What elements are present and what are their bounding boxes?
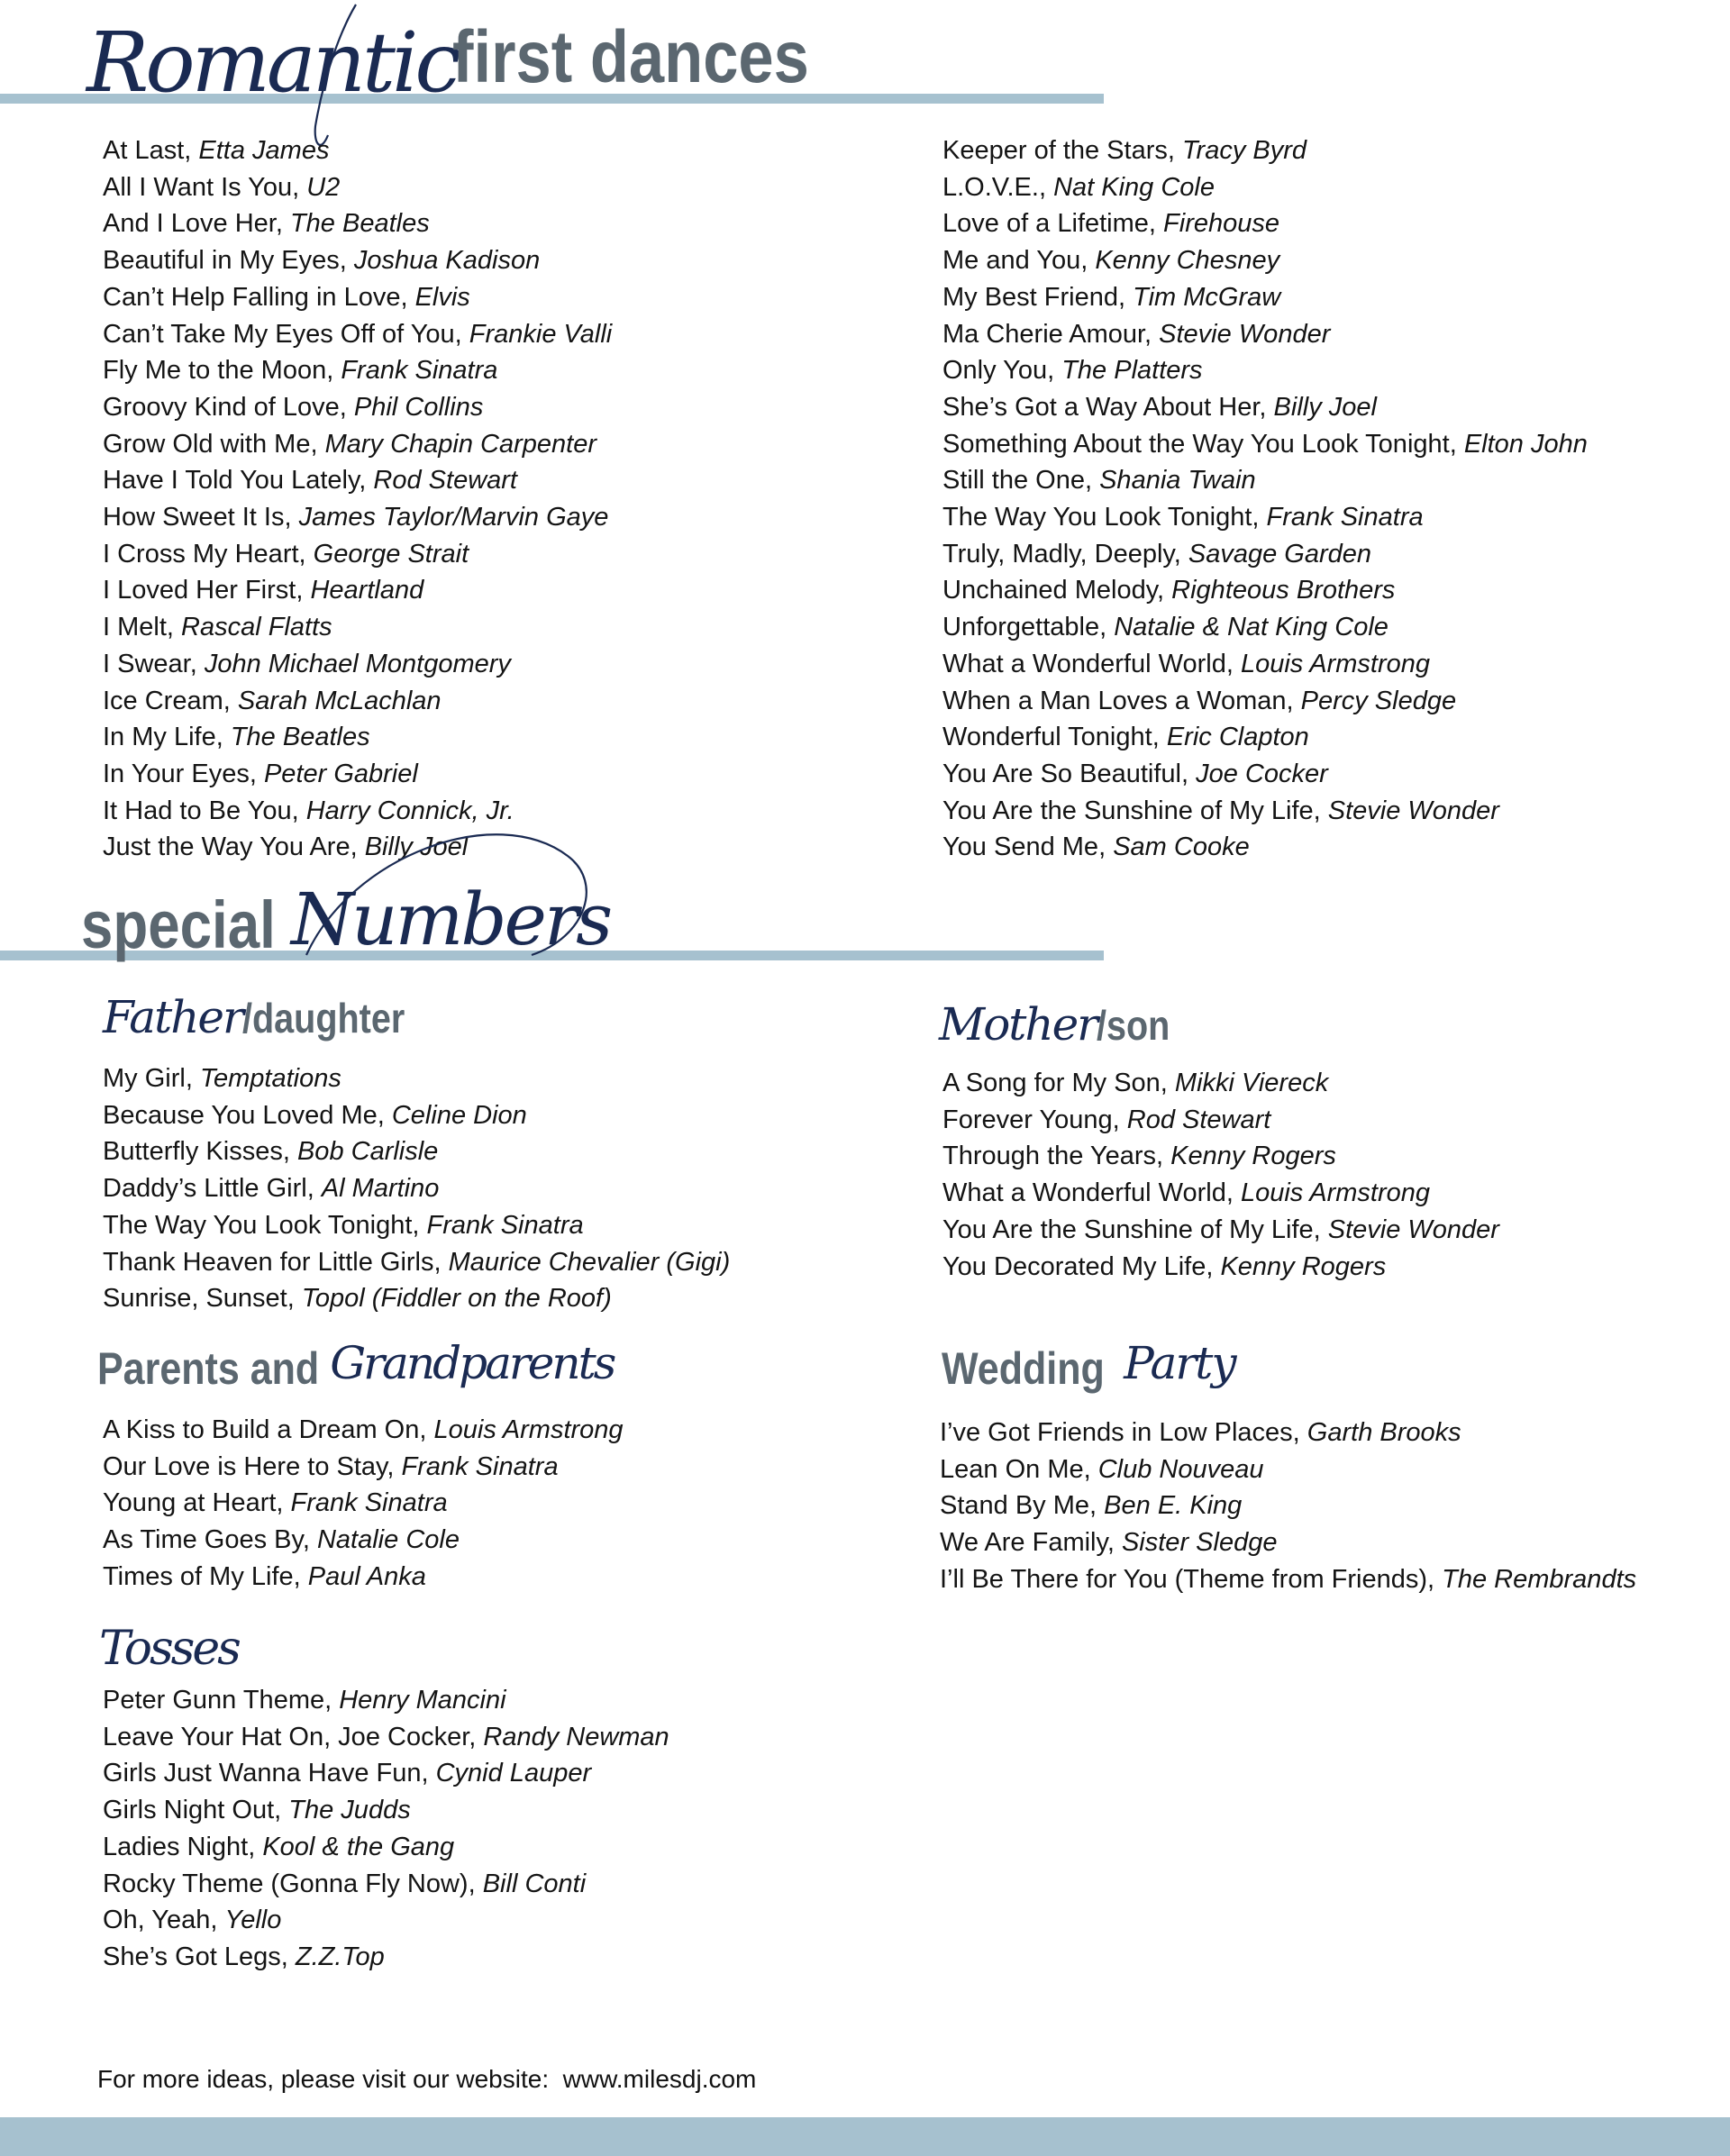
song-artist: Frankie Valli: [469, 319, 613, 349]
romantic-script: Romantic: [86, 14, 458, 111]
song-title: Unchained Melody,: [942, 576, 1172, 605]
song-title: In My Life,: [103, 723, 231, 752]
song-artist: Al Martino: [321, 1174, 440, 1204]
song-item: [942, 829, 1588, 866]
song-item: [103, 462, 612, 499]
song-title: Thank Heaven for Little Girls,: [103, 1247, 449, 1277]
song-artist: Temptations: [199, 1064, 341, 1093]
song-item: [103, 1755, 669, 1792]
father-daughter-heading: [103, 991, 431, 1043]
song-item: [942, 279, 1588, 316]
wedding-title: Wedding: [942, 1343, 1105, 1394]
song-artist: Rascal Flatts: [181, 613, 332, 642]
song-artist: Rod Stewart: [373, 466, 517, 496]
song-title: I Cross My Heart,: [103, 539, 314, 569]
song-item: [103, 1097, 730, 1134]
song-title: All I Want Is You,: [103, 172, 307, 202]
song-title: And I Love Her,: [103, 209, 290, 239]
song-title: I Melt,: [103, 613, 182, 642]
song-artist: The Platters: [1061, 356, 1203, 386]
song-artist: The Judds: [288, 1796, 411, 1825]
song-item: [103, 389, 612, 426]
mother-script: Mother: [939, 998, 1097, 1051]
song-title: Something About the Way You Look Tonight,: [942, 429, 1464, 459]
special-title: special: [81, 887, 276, 962]
song-artist: Peter Gabriel: [263, 759, 418, 788]
party-script: Party: [1124, 1337, 1235, 1389]
song-artist: Percy Sledge: [1300, 686, 1457, 715]
song-title: At Last,: [103, 136, 199, 165]
son-title: /son: [1097, 1002, 1170, 1049]
song-title: Daddy’s Little Girl,: [103, 1174, 322, 1204]
tosses-script: Tosses: [99, 1622, 239, 1676]
song-item: [940, 1451, 1636, 1488]
romantic-heading: [86, 4, 867, 111]
song-artist: Elvis: [414, 282, 470, 312]
song-artist: Harry Connick, Jr.: [305, 796, 514, 825]
song-title: Sunrise, Sunset,: [103, 1284, 302, 1314]
song-artist: Heartland: [310, 576, 424, 605]
song-item: [942, 316, 1588, 353]
parents-title: Parents and: [97, 1343, 320, 1394]
song-item: [103, 1522, 624, 1559]
song-artist: The Beatles: [230, 723, 370, 752]
song-title: Groovy Kind of Love,: [103, 392, 354, 422]
song-item: [942, 1065, 1499, 1102]
song-item: [103, 352, 612, 389]
song-item: [942, 389, 1588, 426]
song-item: [103, 499, 612, 536]
song-item: [103, 1866, 669, 1903]
footer-website-text: For more ideas, please visit our website: www.milesdj.com: [97, 2065, 757, 2093]
song-title: Just the Way You Are,: [103, 832, 365, 862]
song-item: [103, 719, 612, 756]
numbers-flourish: [297, 820, 622, 1000]
song-title: When a Man Loves a Woman,: [942, 686, 1301, 715]
song-artist: Z.Z.Top: [295, 1942, 385, 1971]
parents-heading: [97, 1337, 615, 1395]
song-title: Our Love is Here to Stay,: [103, 1451, 402, 1481]
song-item: [103, 316, 612, 353]
song-artist: John Michael Montgomery: [204, 649, 511, 678]
song-item: [103, 426, 612, 463]
song-item: [103, 683, 612, 720]
song-title: What a Wonderful World,: [942, 1178, 1241, 1208]
song-artist: Natalie & Nat King Cole: [1114, 613, 1389, 642]
song-item: [942, 793, 1588, 830]
song-artist: Kenny Rogers: [1170, 1142, 1336, 1171]
song-title: I’ll Be There for You (Theme from Friends),: [940, 1564, 1443, 1594]
song-artist: Billy Joel: [364, 832, 469, 862]
song-item: [942, 646, 1588, 683]
song-title: Wonderful Tonight,: [942, 723, 1167, 752]
song-title: Oh, Yeah,: [103, 1906, 225, 1935]
song-artist: Frank Sinatra: [401, 1451, 559, 1481]
song-item: [103, 1719, 669, 1756]
song-title: Leave Your Hat On, Joe Cocker,: [103, 1722, 484, 1751]
tosses-heading: [99, 1622, 239, 1676]
song-title: Ladies Night,: [103, 1832, 263, 1861]
song-item: [940, 1487, 1636, 1524]
song-artist: Ben E. King: [1104, 1491, 1243, 1521]
song-title: I Swear,: [103, 649, 205, 678]
song-title: My Best Friend,: [942, 282, 1134, 312]
song-artist: Phil Collins: [353, 392, 484, 422]
song-item: [940, 1524, 1636, 1561]
song-title: Ice Cream,: [103, 686, 238, 715]
song-artist: Stevie Wonder: [1327, 796, 1499, 825]
song-item: [942, 242, 1588, 279]
song-item: [940, 1561, 1636, 1598]
song-artist: Billy Joel: [1273, 392, 1377, 422]
song-artist: Etta James: [198, 136, 330, 165]
song-artist: Club Nouveau: [1097, 1454, 1264, 1484]
wedding-party-heading: [942, 1337, 1235, 1395]
song-artist: Kool & the Gang: [262, 1832, 455, 1861]
song-artist: Joshua Kadison: [353, 246, 541, 276]
song-artist: Rod Stewart: [1126, 1105, 1271, 1134]
song-artist: Kenny Chesney: [1095, 246, 1280, 276]
mother-son-heading: [939, 998, 1182, 1051]
song-item: [103, 1170, 730, 1207]
song-item: [942, 683, 1588, 720]
song-item: [103, 646, 612, 683]
song-item: [942, 1249, 1499, 1286]
song-title: Ma Cherie Amour,: [942, 319, 1160, 349]
song-item: [942, 352, 1588, 389]
song-artist: Frank Sinatra: [341, 356, 498, 386]
song-artist: James Taylor/Marvin Gaye: [298, 503, 609, 532]
song-item: [942, 609, 1588, 646]
song-item: [103, 572, 612, 609]
song-title: Forever Young,: [942, 1105, 1127, 1134]
song-item: [942, 426, 1588, 463]
first-dances-title: first dances: [451, 16, 809, 98]
song-artist: Cynid Lauper: [435, 1759, 592, 1788]
song-title: The Way You Look Tonight,: [103, 1210, 427, 1240]
song-item: [942, 462, 1588, 499]
song-item: [103, 609, 612, 646]
father-script: Father: [103, 991, 242, 1043]
song-title: Butterfly Kisses,: [103, 1137, 297, 1167]
song-title: Lean On Me,: [940, 1454, 1098, 1484]
song-artist: Joe Cocker: [1196, 759, 1328, 788]
song-artist: The Beatles: [289, 209, 430, 239]
song-item: [942, 132, 1588, 169]
song-artist: Mikki Viereck: [1174, 1069, 1329, 1097]
song-item: [942, 756, 1588, 793]
song-artist: Frank Sinatra: [1266, 503, 1424, 532]
song-title: Only You,: [942, 356, 1062, 386]
grandparents-script: Grandparents: [330, 1337, 615, 1389]
song-title: Have I Told You Lately,: [103, 466, 374, 496]
song-item: [942, 1102, 1499, 1139]
song-item: [942, 1138, 1499, 1175]
song-title: She’s Got a Way About Her,: [942, 392, 1274, 422]
song-artist: Bob Carlisle: [296, 1137, 439, 1167]
song-artist: Natalie Cole: [316, 1525, 460, 1555]
song-artist: Elton John: [1463, 429, 1588, 459]
song-item: [942, 719, 1588, 756]
song-item: [103, 169, 612, 206]
song-title: How Sweet It Is,: [103, 503, 299, 532]
daughter-title: /daughter: [241, 995, 405, 1042]
song-item: [103, 756, 612, 793]
song-artist: Shania Twain: [1099, 466, 1256, 496]
song-item: [103, 1133, 730, 1170]
song-item: [103, 1829, 669, 1866]
song-artist: Stevie Wonder: [1159, 319, 1331, 349]
footer-bar: [0, 2117, 1730, 2156]
song-item: [942, 205, 1588, 242]
song-title: You Send Me,: [942, 832, 1114, 862]
song-item: [103, 132, 612, 169]
song-title: Me and You,: [942, 246, 1096, 276]
song-item: [103, 1902, 669, 1939]
song-artist: Savage Garden: [1188, 539, 1372, 569]
song-item: [103, 1060, 730, 1097]
song-item: [103, 279, 612, 316]
song-artist: Maurice Chevalier (Gigi): [448, 1247, 731, 1277]
song-artist: Eric Clapton: [1166, 723, 1309, 752]
song-title: I’ve Got Friends in Low Places,: [940, 1418, 1307, 1447]
song-title: You Are the Sunshine of My Life,: [942, 1214, 1328, 1244]
song-artist: The Rembrandts: [1442, 1564, 1637, 1594]
romantic-right-column: [942, 132, 1588, 866]
song-artist: Randy Newman: [483, 1722, 669, 1751]
song-artist: Celine Dion: [391, 1100, 527, 1130]
song-title: Girls Just Wanna Have Fun,: [103, 1759, 436, 1788]
song-title: We Are Family,: [940, 1528, 1122, 1558]
numbers-script: Numbers: [290, 878, 611, 961]
song-title: L.O.V.E.,: [942, 172, 1054, 202]
song-artist: Garth Brooks: [1307, 1418, 1461, 1447]
song-item: [103, 1559, 624, 1596]
song-artist: Louis Armstrong: [433, 1415, 624, 1444]
wedding-party-list: [940, 1415, 1636, 1598]
song-title: Through the Years,: [942, 1142, 1171, 1171]
song-artist: Bill Conti: [482, 1869, 587, 1898]
song-title: Love of a Lifetime,: [942, 209, 1164, 239]
song-artist: Sarah McLachlan: [237, 686, 442, 715]
song-title: You Are So Beautiful,: [942, 759, 1197, 788]
song-item: [103, 1280, 730, 1317]
song-artist: George Strait: [313, 539, 469, 569]
song-item: [103, 1244, 730, 1281]
song-artist: Stevie Wonder: [1327, 1214, 1499, 1244]
song-title: Young at Heart,: [103, 1488, 291, 1518]
song-item: [103, 1939, 669, 1976]
song-item: [942, 1175, 1499, 1212]
song-title: Still the One,: [942, 466, 1100, 496]
song-title: Stand By Me,: [940, 1491, 1105, 1521]
song-title: Can’t Take My Eyes Off of You,: [103, 319, 469, 349]
mother-son-list: [942, 1065, 1499, 1285]
song-artist: Yello: [224, 1906, 282, 1935]
song-artist: Kenny Rogers: [1220, 1251, 1387, 1281]
song-item: [942, 572, 1588, 609]
song-title: In Your Eyes,: [103, 759, 264, 788]
song-title: Keeper of the Stars,: [942, 136, 1182, 165]
song-title: You Are the Sunshine of My Life,: [942, 796, 1328, 825]
song-item: [103, 536, 612, 573]
parents-list: [103, 1412, 624, 1596]
song-item: [940, 1415, 1636, 1451]
song-artist: Sam Cooke: [1113, 832, 1250, 862]
song-title: Can’t Help Falling in Love,: [103, 282, 415, 312]
song-item: [103, 205, 612, 242]
song-item: [103, 242, 612, 279]
song-title: A Song for My Son,: [942, 1069, 1175, 1097]
song-artist: Tim McGraw: [1133, 282, 1281, 312]
song-title: The Way You Look Tonight,: [942, 503, 1267, 532]
song-title: It Had to Be You,: [103, 796, 306, 825]
song-title: You Decorated My Life,: [942, 1251, 1221, 1281]
song-title: Because You Loved Me,: [103, 1100, 392, 1130]
song-item: [942, 536, 1588, 573]
romantic-left-column: [103, 132, 612, 866]
song-artist: Topol (Fiddler on the Roof): [301, 1284, 612, 1314]
song-title: Times of My Life,: [103, 1561, 308, 1591]
song-artist: U2: [306, 172, 341, 202]
song-artist: Sister Sledge: [1121, 1528, 1278, 1558]
song-artist: Paul Anka: [307, 1561, 426, 1591]
song-title: Truly, Madly, Deeply,: [942, 539, 1188, 569]
tosses-list: [103, 1682, 669, 1976]
song-title: Rocky Theme (Gonna Fly Now),: [103, 1869, 483, 1898]
song-item: [103, 1682, 669, 1719]
song-title: My Girl,: [103, 1064, 200, 1093]
song-artist: Tracy Byrd: [1181, 136, 1307, 165]
song-item: [942, 499, 1588, 536]
song-artist: Nat King Cole: [1053, 172, 1215, 202]
song-title: A Kiss to Build a Dream On,: [103, 1415, 434, 1444]
song-title: What a Wonderful World,: [942, 649, 1241, 678]
song-item: [103, 1792, 669, 1829]
song-title: Grow Old with Me,: [103, 429, 325, 459]
father-daughter-list: [103, 1060, 730, 1317]
song-artist: Frank Sinatra: [290, 1488, 448, 1518]
song-item: [103, 1485, 624, 1522]
song-artist: Firehouse: [1163, 209, 1279, 239]
song-item: [103, 1207, 730, 1244]
song-title: Unforgettable,: [942, 613, 1115, 642]
song-title: I Loved Her First,: [103, 576, 311, 605]
song-artist: Henry Mancini: [339, 1686, 506, 1715]
song-title: Fly Me to the Moon,: [103, 356, 341, 386]
song-item: [103, 1412, 624, 1449]
song-title: Beautiful in My Eyes,: [103, 246, 354, 276]
song-title: Peter Gunn Theme,: [103, 1686, 340, 1715]
song-item: [103, 1449, 624, 1486]
song-artist: Louis Armstrong: [1240, 649, 1431, 678]
song-title: She’s Got Legs,: [103, 1942, 296, 1971]
song-artist: Louis Armstrong: [1240, 1178, 1431, 1208]
song-item: [942, 169, 1588, 206]
song-title: Girls Night Out,: [103, 1796, 289, 1825]
song-artist: Frank Sinatra: [426, 1210, 584, 1240]
song-title: As Time Goes By,: [103, 1525, 317, 1555]
song-item: [942, 1212, 1499, 1249]
song-artist: Mary Chapin Carpenter: [324, 429, 596, 459]
song-artist: Righteous Brothers: [1171, 576, 1396, 605]
